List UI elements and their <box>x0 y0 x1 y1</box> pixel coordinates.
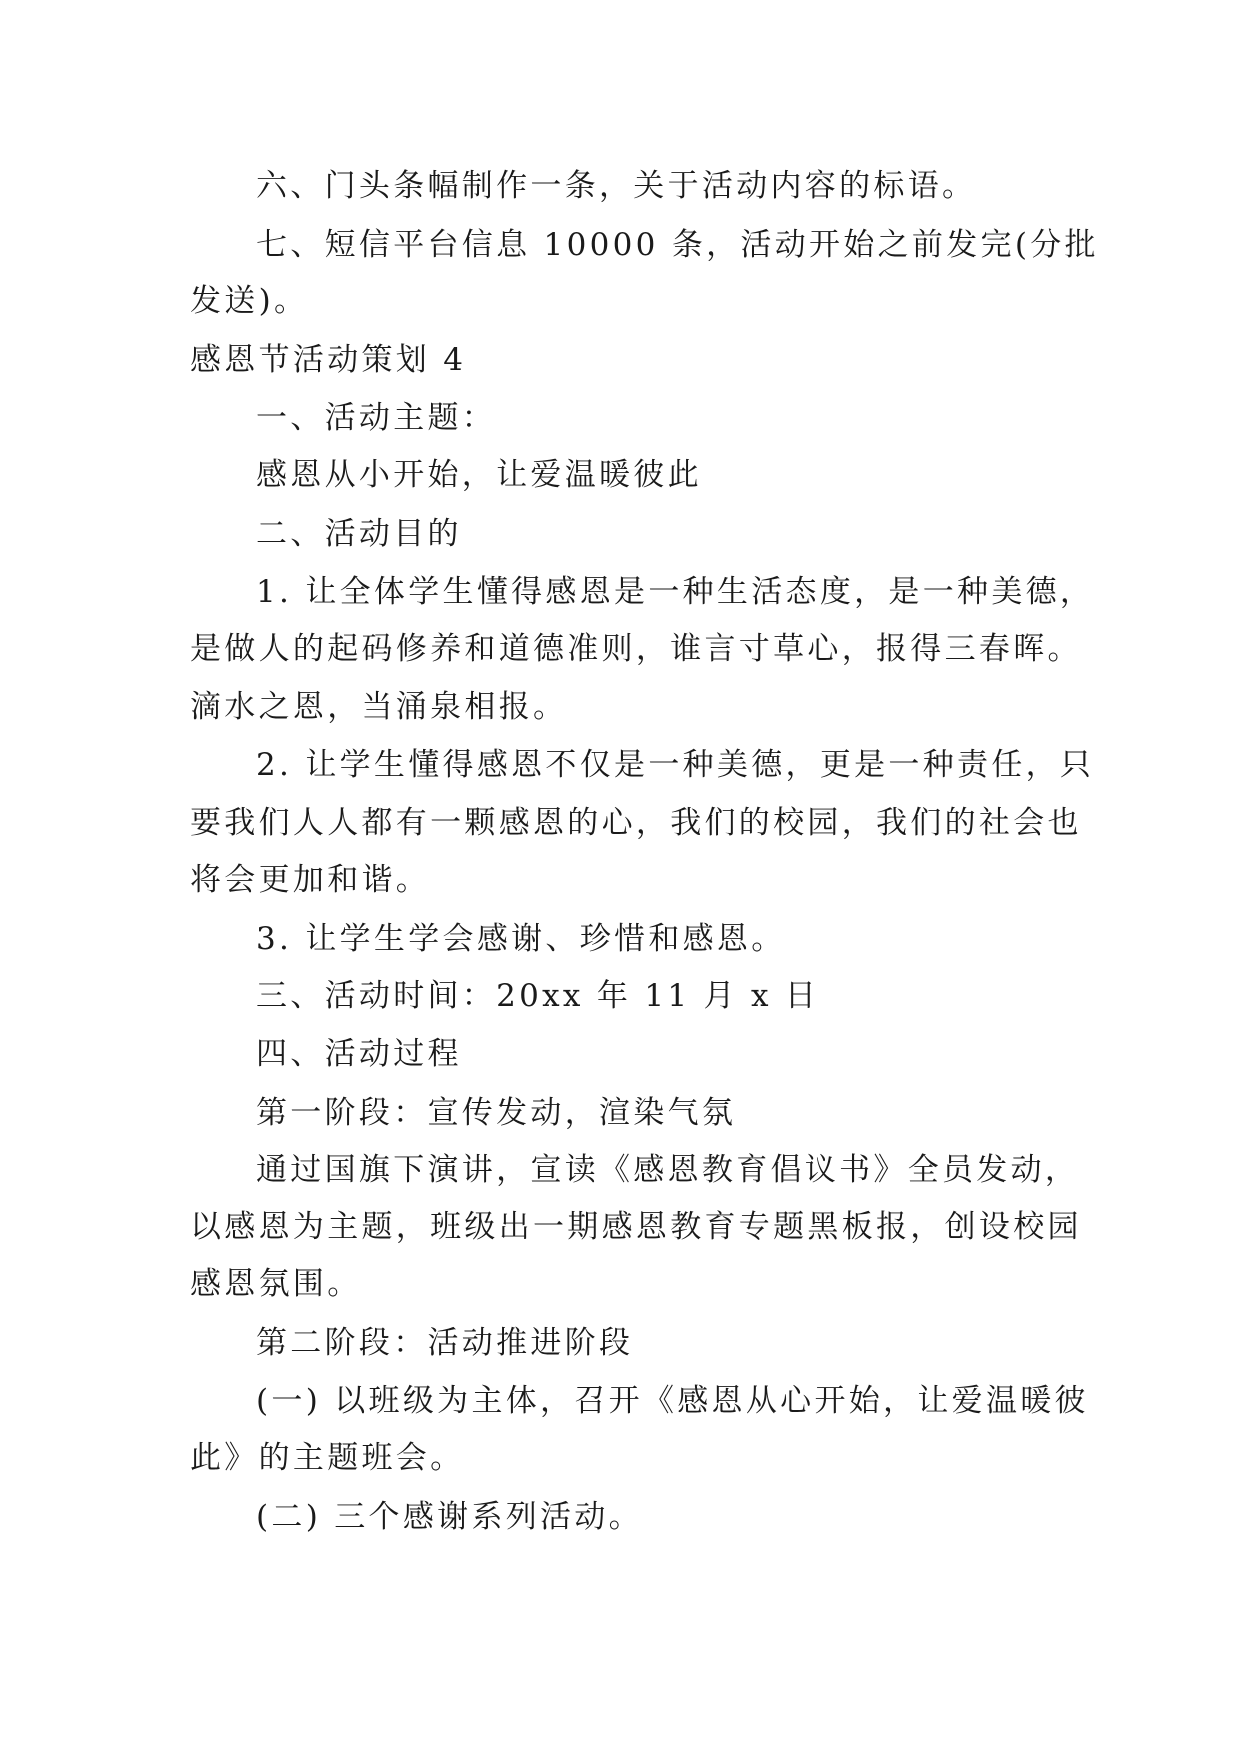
theme-text: 感恩从小开始，让爱温暖彼此 <box>256 457 702 493</box>
purpose-item-1-cont2: 滴水之恩，当涌泉相报。 <box>190 689 568 725</box>
purpose-item-1: 1. 让全体学生懂得感恩是一种生活态度，是一种美德， <box>256 574 1095 610</box>
stage-2-title: 第二阶段：活动推进阶段 <box>256 1325 634 1361</box>
purpose-item-2: 2. 让学生懂得感恩不仅是一种美德，更是一种责任，只 <box>256 747 1095 783</box>
stage-1-title: 第一阶段：宣传发动，渲染气氛 <box>256 1095 737 1131</box>
purpose-item-1-cont: 是做人的起码修养和道德准则，谁言寸草心，报得三春晖。 <box>190 631 1082 667</box>
paragraph-item-6: 六、门头条幅制作一条，关于活动内容的标语。 <box>256 168 977 204</box>
stage-1-text: 通过国旗下演讲，宣读《感恩教育倡议书》全员发动， <box>256 1152 1080 1188</box>
stage-2-item-2: (二) 三个感谢系列活动。 <box>256 1499 643 1535</box>
paragraph-item-7: 七、短信平台信息 10000 条，活动开始之前发完(分批 <box>256 227 1099 263</box>
heading-process: 四、活动过程 <box>256 1036 462 1072</box>
heading-theme: 一、活动主题： <box>256 400 497 436</box>
paragraph-item-7-cont: 发送)。 <box>190 283 309 319</box>
purpose-item-2-cont: 要我们人人都有一颗感恩的心，我们的校园，我们的社会也 <box>190 805 1082 841</box>
heading-purpose: 二、活动目的 <box>256 516 462 552</box>
stage-2-item-1: (一) 以班级为主体，召开《感恩从心开始，让爱温暖彼 <box>256 1383 1089 1419</box>
section-title: 感恩节活动策划 4 <box>190 342 467 378</box>
purpose-item-3: 3. 让学生学会感谢、珍惜和感恩。 <box>256 921 786 957</box>
purpose-item-2-cont2: 将会更加和谐。 <box>190 862 431 898</box>
stage-1-text-cont2: 感恩氛围。 <box>190 1266 362 1302</box>
stage-1-text-cont: 以感恩为主题，班级出一期感恩教育专题黑板报，创设校园 <box>190 1209 1082 1245</box>
heading-time: 三、活动时间：20xx 年 11 月 x 日 <box>256 978 820 1014</box>
stage-2-item-1-cont: 此》的主题班会。 <box>190 1440 465 1476</box>
